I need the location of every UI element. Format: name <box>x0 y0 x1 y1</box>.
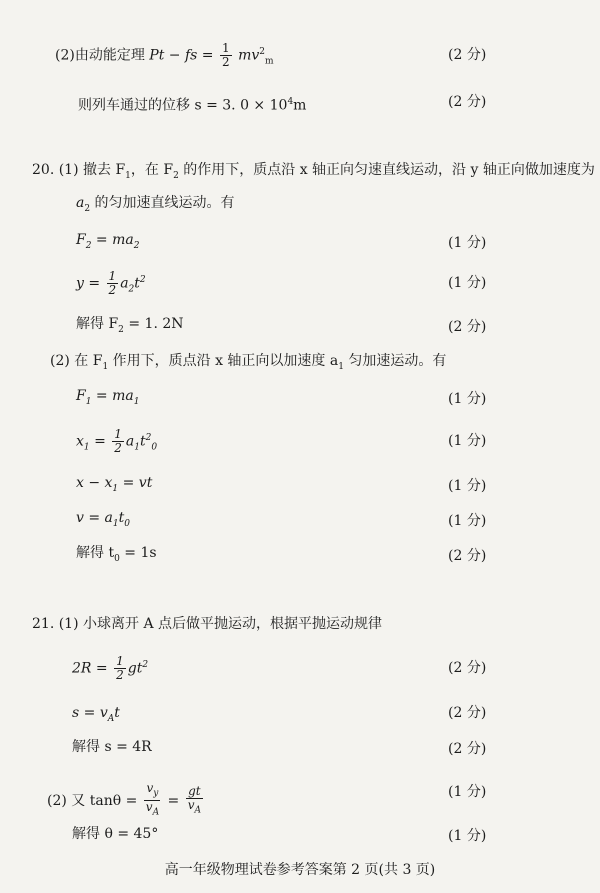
eq-term: a <box>125 433 135 450</box>
superscript: 2 <box>142 660 149 670</box>
subscript: 1 <box>125 170 131 181</box>
eq-term: F <box>76 232 86 248</box>
q20-part2-text <box>50 351 446 377</box>
text: 匀加速运动。有 <box>343 353 447 369</box>
eq-term: x <box>76 433 84 450</box>
frac-num: gt <box>188 783 201 798</box>
text: 解得 θ = 45° <box>72 826 159 842</box>
eq-term: v <box>145 800 153 815</box>
eq-y <box>76 270 146 299</box>
subscript: 1 <box>338 361 344 372</box>
score: (2 分) <box>448 94 487 110</box>
frac-num: 1 <box>114 427 122 442</box>
eq-term: a <box>120 275 129 292</box>
subscript: A <box>152 807 160 818</box>
frac-den: 2 <box>108 283 117 298</box>
frac-den: 2 <box>116 668 124 683</box>
subscript: A <box>194 805 201 816</box>
text: a <box>76 195 85 211</box>
superscript: 2 <box>145 433 152 443</box>
eq-op: = <box>163 792 184 809</box>
page-footer: 高一年级物理试卷参考答案第 2 页(共 3 页) <box>164 862 436 878</box>
subscript: 0 <box>124 518 130 529</box>
text: 的匀加速直线运动。有 <box>90 195 235 211</box>
score: (2 分) <box>448 47 487 63</box>
q19-result-line <box>78 92 306 116</box>
subscript: y <box>153 788 159 799</box>
eq-term: = ma <box>91 232 134 248</box>
subscript: 1 <box>112 483 119 494</box>
score: (1 分) <box>448 275 487 291</box>
superscript: 4 <box>287 97 294 107</box>
text: 解得 F <box>76 316 119 332</box>
frac-num: 1 <box>108 269 117 284</box>
eq-term: t <box>114 705 120 721</box>
superscript: 2 <box>139 275 146 285</box>
eq-F2 <box>76 230 139 256</box>
score: (2 分) <box>448 660 487 676</box>
score: (2 分) <box>448 741 487 757</box>
subscript: 2 <box>84 203 91 214</box>
eq-x-x1 <box>76 473 152 499</box>
fraction <box>107 270 119 297</box>
subscript: 2 <box>128 284 135 295</box>
eq-v <box>76 508 130 534</box>
subscript: 1 <box>85 396 92 407</box>
subscript: 2 <box>173 170 179 181</box>
text: (2) 又 tanθ = <box>47 792 142 809</box>
subscript: 0 <box>114 553 120 564</box>
subscript: 1 <box>134 442 141 453</box>
text: 则列车通过的位移 s = 3. 0 × 10 <box>78 97 288 114</box>
subscript: 2 <box>133 240 140 251</box>
subscript: 1 <box>112 518 119 529</box>
text: 20. (1) 撤去 F <box>32 162 126 178</box>
eq-term: s = v <box>72 705 108 721</box>
eq-term: = vt <box>118 475 153 491</box>
frac-den: 2 <box>222 55 230 70</box>
eq-term: 2R = <box>72 660 113 677</box>
fraction <box>114 655 126 682</box>
eq-term: v <box>187 797 195 812</box>
subscript: 1 <box>133 396 140 407</box>
frac-num: 1 <box>116 654 124 669</box>
score: (1 分) <box>448 478 487 494</box>
frac-den: 2 <box>114 441 122 456</box>
text: ，在 F <box>130 162 174 178</box>
eq-term: x − x <box>76 475 113 491</box>
eq-term: y = <box>76 275 105 292</box>
subscript: 1 <box>83 442 90 453</box>
fraction <box>220 42 232 69</box>
eq-tan <box>47 782 205 820</box>
score: (1 分) <box>448 828 487 844</box>
q19-label: (2)由动能定理 <box>55 47 145 64</box>
eq-term: F <box>76 388 86 404</box>
score: (2 分) <box>448 705 487 721</box>
eq-s-vAt <box>72 703 120 729</box>
text: 解得 t <box>76 545 115 561</box>
eq-term: mv <box>238 47 260 64</box>
frac-den <box>186 799 203 817</box>
superscript: 2 <box>259 47 266 57</box>
eq-op: = <box>197 47 218 64</box>
text: (2) 在 F <box>50 353 103 369</box>
score: (2 分) <box>448 319 487 335</box>
eq-solve-t0 <box>76 543 157 569</box>
frac-num <box>144 782 160 801</box>
frac-num: 1 <box>222 41 230 56</box>
eq-F1 <box>76 386 139 412</box>
text: 21. (1) 小球离开 A 点后做平抛运动，根据平抛运动规律 <box>32 616 383 632</box>
text: 的作用下，质点沿 x 轴正向匀速直线运动，沿 y 轴正向做加速度为 <box>178 162 595 178</box>
eq-x1 <box>76 428 157 457</box>
text: 作用下，质点沿 x 轴正向以加速度 a <box>108 353 339 369</box>
eq-term: v = a <box>76 510 113 526</box>
score: (1 分) <box>448 391 487 407</box>
fraction <box>112 428 124 455</box>
q21-part1-text <box>32 614 382 634</box>
eq-solve-s <box>72 737 152 757</box>
q20-part1-text <box>32 160 595 186</box>
eq-solve-theta <box>72 824 158 844</box>
score: (1 分) <box>448 513 487 529</box>
eq-term: v <box>146 781 154 795</box>
eq-term: = ma <box>91 388 134 404</box>
q19-part2-line <box>55 42 274 71</box>
eq-term: t <box>118 510 125 526</box>
subscript: m <box>265 56 274 67</box>
eq-term: t <box>140 433 146 450</box>
text: 解得 s = 4R <box>72 739 152 755</box>
score: (1 分) <box>448 433 487 449</box>
subscript: 1 <box>102 361 109 372</box>
subscript: 0 <box>151 442 158 453</box>
unit: m <box>293 97 307 114</box>
score: (1 分) <box>448 784 487 800</box>
eq-term: = <box>89 433 111 450</box>
frac-den <box>144 801 161 819</box>
eq-solve-F2 <box>76 314 184 340</box>
eq-op: − <box>164 47 185 64</box>
subscript: 2 <box>118 324 124 335</box>
subscript: A <box>107 713 115 724</box>
eq-term: t <box>134 275 140 292</box>
score: (1 分) <box>448 235 487 251</box>
eq-term: fs <box>184 47 198 64</box>
subscript: 2 <box>85 240 92 251</box>
eq-term: Pt <box>149 47 165 64</box>
score: (2 分) <box>448 548 487 564</box>
fraction <box>144 782 161 820</box>
fraction <box>186 785 203 817</box>
eq-2R <box>72 655 148 682</box>
text: = 1. 2N <box>123 316 184 332</box>
eq-term: gt <box>127 660 143 677</box>
text: = 1s <box>119 545 157 561</box>
q20-part1-text-cont <box>76 193 235 219</box>
